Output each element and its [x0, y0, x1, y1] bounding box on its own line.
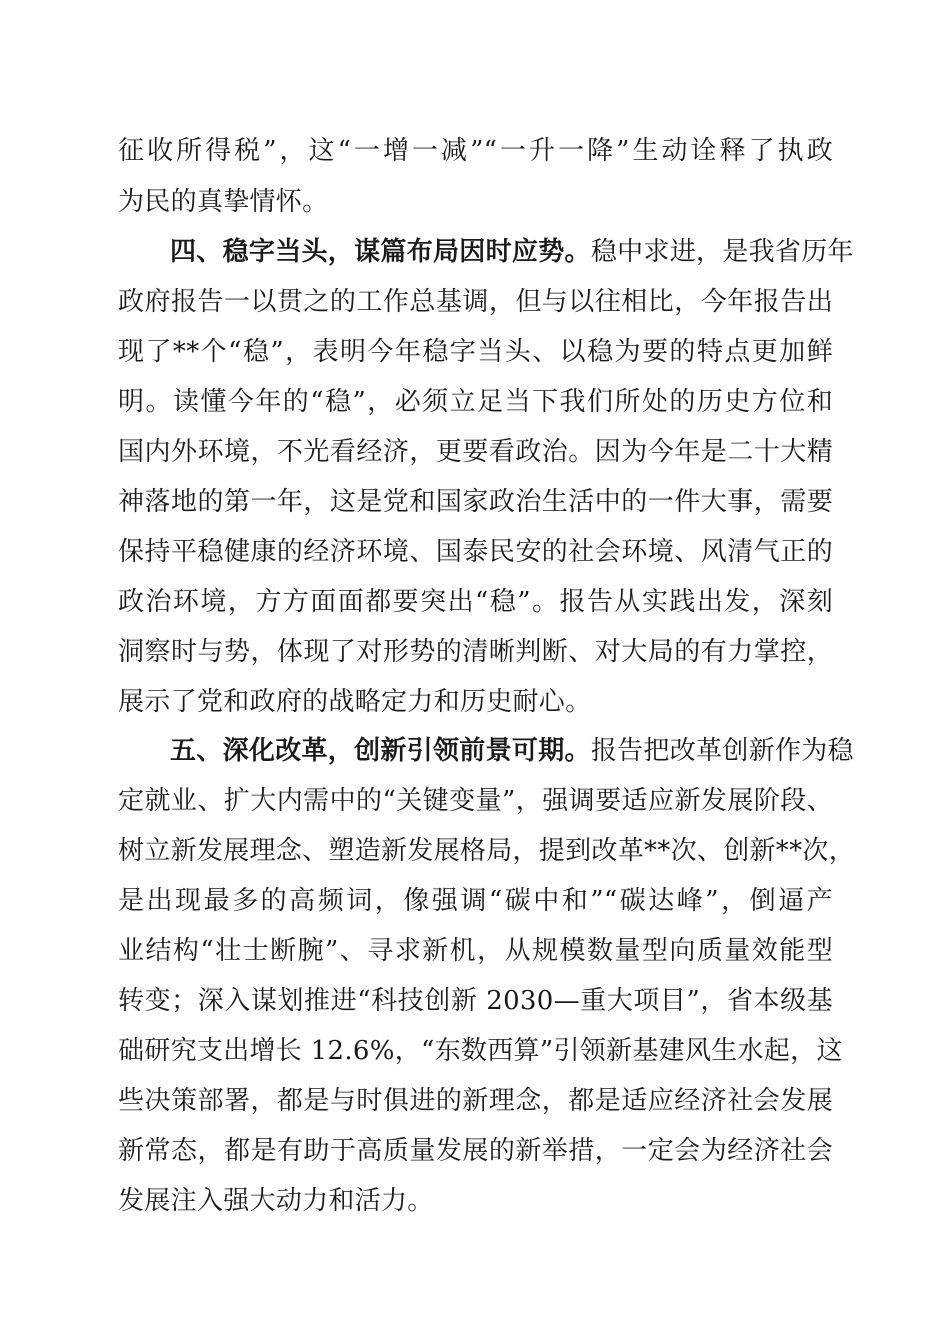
section-5-heading: 五、深化改革，创新引领前景可期。: [170, 736, 591, 766]
paragraph-3-line: 树立新发展理念、塑造新发展格局，提到改革**次、创新**次，: [118, 836, 856, 866]
paragraph-2-line: 展示了党和政府的战略定力和历史耐心。: [118, 687, 592, 717]
paragraph-2-line: 政治环境，方方面面都要突出“稳”。报告从实践出发，深刻: [118, 587, 833, 617]
paragraph-3-first-line: [170, 731, 854, 771]
paragraph-3-line: 新常态，都是有助于高质量发展的新举措，一定会为经济社会: [118, 1136, 833, 1166]
paragraph-3-line: 发展注入强大动力和活力。: [118, 1186, 434, 1216]
paragraph-1-line-1: 征收所得税”，这“一增一减”“一升一降”生动诠释了执政: [118, 136, 833, 166]
paragraph-2-first-line: [170, 232, 854, 272]
paragraph-3-line: 业结构“壮士断腕”、寻求新机，从规模数量型向质量效能型: [118, 936, 833, 966]
paragraph-2-line: 神落地的第一年，这是党和国家政治生活中的一件大事，需要: [118, 487, 833, 517]
paragraph-2-line: 政府报告一以贯之的工作总基调，但与以往相比，今年报告出: [118, 287, 833, 317]
paragraph-2-line: 现了**个“稳”，表明今年稳字当头、以稳为要的特点更加鲜: [118, 337, 833, 367]
paragraph-2-line: 明。读懂今年的“稳”，必须立足当下我们所处的历史方位和: [118, 387, 833, 417]
paragraph-1-line-2: 为民的真挚情怀。: [118, 187, 329, 217]
paragraph-3-line: 定就业、扩大内需中的“关键变量”，强调要适应新发展阶段、: [118, 786, 833, 816]
section-4-heading: 四、稳字当头，谋篇布局因时应势。: [170, 237, 591, 267]
paragraph-3-line: 转变；深入谋划推进“科技创新 2030—重大项目”，省本级基: [118, 986, 833, 1016]
paragraph-3-line: 础研究支出增长 12.6%，“东数西算”引领新基建风生水起，这: [118, 1036, 843, 1066]
paragraph-2-first-line-text: 稳中求进，是我省历年: [590, 237, 854, 267]
paragraph-3-line: 是出现最多的高频词，像强调“碳中和”“碳达峰”，倒逼产: [118, 886, 833, 916]
paragraph-3-line: 些决策部署，都是与时俱进的新理念，都是适应经济社会发展: [118, 1086, 833, 1116]
paragraph-2-line: 洞察时与势，体现了对形势的清晰判断、对大局的有力掌控，: [118, 637, 833, 667]
paragraph-3-first-line-text: 报告把改革创新作为稳: [590, 736, 854, 766]
paragraph-2-line: 保持平稳健康的经济环境、国泰民安的社会环境、风清气正的: [118, 537, 833, 567]
paragraph-2-line: 国内外环境，不光看经济，更要看政治。因为今年是二十大精: [118, 437, 833, 467]
